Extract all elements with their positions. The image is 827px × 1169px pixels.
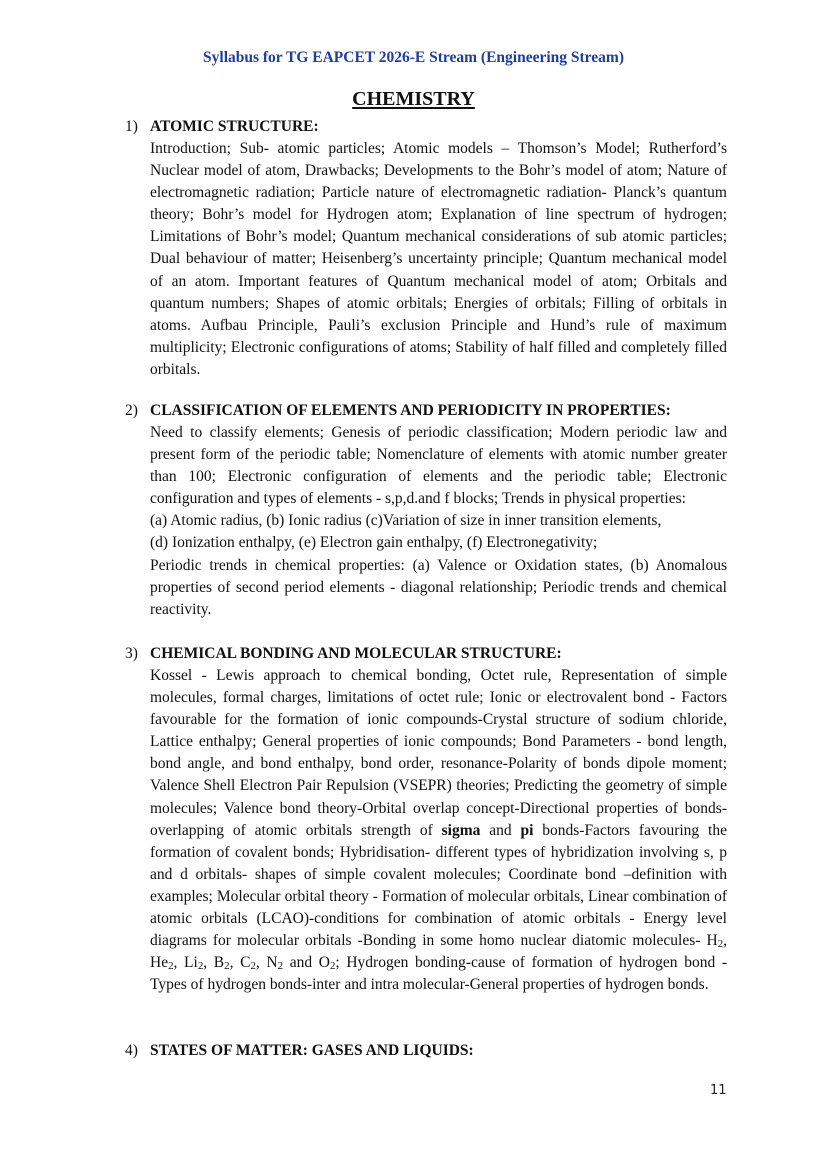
bold-term-pi: pi [520,821,534,839]
molecule-formula: $C_2$ [240,954,256,973]
section-title: ATOMIC STRUCTURE: [150,118,319,135]
paragraph: Introduction; Sub- atomic particles; Atomic models – Thomson’s Model; Rutherford’s Nuclear model of atom, Drawbacks; Developments to the Bohr’s model of atom; Nature of electromagnetic radiation; Particle nature of electromagnetic radiation- Planck’s quantum theory; Bohr’s model for Hydrogen atom; Explanation of line spectrum of hydrogen; Limitations of Bohr’s model; Quantum mechanical considerations of sub atomic particles; Dual behaviour of matter; Heisenberg’s uncertainty principle; Quantum mechanical model of an atom. Important features of Quantum mechanical model of atom; Orbitals and quantum numbers; Shapes of atomic orbitals; Energies of orbitals; Filling of orbitals in atoms. Aufbau Principle, Pauli’s exclusion Principle and Hund’s rule of maximum multiplicity; Electronic configurations of atoms; Stability of half filled and completely filled orbitals. [150,140,727,378]
text-run: ; Hydrogen bonding-cause of formation of hydrogen bond - Types of hydrogen bonds-inter and intra molecular-General properties of hydrogen bonds. [150,954,728,994]
molecule-formula: $N_2$ [266,954,284,973]
page-title: CHEMISTRY [352,88,475,110]
document-header: Syllabus for TG EAPCET 2026-E Stream (Engineering Stream) [203,49,624,66]
section-chemical-bonding [125,643,727,996]
molecule-formula: $B_2$ [213,954,230,973]
section-number: 1) [125,118,138,135]
molecule-formula: $He_2$ [150,954,174,973]
section-classification-of-elements [125,400,727,621]
molecule-formula: $H_2$ [706,932,724,951]
text-run: Kossel - Lewis approach to chemical bonding, Octet rule, Representation of simple molecules, formal charges, limitations of octet rule; Ionic or electrovalent bond - Factors favourable for the formation of ionic compounds-Crystal structure of sodium chloride, Lattice enthalpy; General properties of ionic compounds; Bond Parameters - bond length, bond angle, and bond enthalpy, bond order, resonance-Polarity of bonds dipole moment; Valence Shell Electron Pair Repulsion (VSEPR) theories; Predicting the geometry of simple molecules; Valence bond theory-Orbital overlap concept-Directional properties of bonds-overlapping of atomic orbitals strength of [150,667,727,839]
section-title: CHEMICAL BONDING AND MOLECULAR STRUCTURE: [150,645,562,662]
paragraph: (d) Ionization enthalpy, (e) Electron gain enthalpy, (f) Electronegativity; [150,534,598,552]
molecule-formula: $Li_2$ [184,954,204,973]
section-body [150,665,727,996]
paragraph: Periodic trends in chemical properties: (a) Valence or Oxidation states, (b) Anomalous properties of second period elements - diagonal relationship; Periodic trends and chemical reactivity. [150,556,727,618]
text-run: and [480,821,521,839]
section-heading [125,1040,727,1062]
section-title: CLASSIFICATION OF ELEMENTS AND PERIODICITY IN PROPERTIES: [150,402,671,419]
page-number: 11 [710,1083,727,1098]
paragraph: (a) Atomic radius, (b) Ionic radius (c)Variation of size in inner transition elements, [150,512,662,530]
section-body [150,422,727,621]
molecule-formula: $O_2$ [318,954,336,973]
paragraph [150,665,727,996]
section-number: 4) [125,1042,138,1059]
section-heading [125,643,727,665]
bold-term-sigma: sigma [441,821,481,839]
section-atomic-structure [125,116,727,381]
section-body [150,138,727,381]
molecule-list: $H_2$, $He_2$, $Li_2$, $B_2$, $C_2$, $N_2$ and $O_2$ [150,932,727,973]
section-number: 3) [125,645,138,662]
section-title: STATES OF MATTER: GASES AND LIQUIDS: [150,1042,474,1059]
section-heading [125,400,727,422]
section-states-of-matter [125,1040,727,1062]
section-number: 2) [125,402,138,419]
text-run: bonds-Factors favouring the formation of covalent bonds; Hybridisation- different types of hybridization involving s, p and d orbitals- shapes of simple covalent molecules; Coordinate bond –definition with examples; Molecular orbital theory - Formation of molecular orbitals, Linear combination of atomic orbitals (LCAO)-conditions for combination of atomic orbitals - Energy level diagrams for molecular orbitals -Bonding in some homo nuclear diatomic molecules- [150,821,727,950]
paragraph: Need to classify elements; Genesis of periodic classification; Modern periodic law and present form of the periodic table; Nomenclature of elements with atomic number greater than 100; Electronic configuration of elements and the periodic table; Electronic configuration and types of elements - s,p,d.and f blocks; Trends in physical properties: [150,424,727,508]
section-heading [125,116,727,138]
